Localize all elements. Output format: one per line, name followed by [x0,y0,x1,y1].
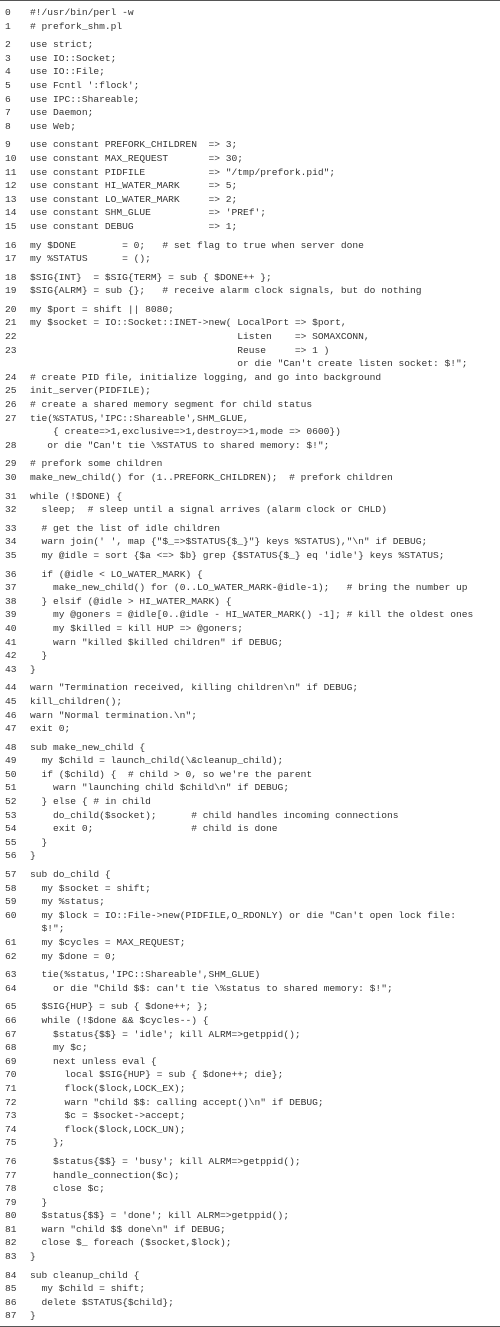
line-number: 58 [5,882,17,894]
code-text: my $socket = IO::Socket::INET->new( LocalPort => $port, [30,317,347,329]
line-number: 23 [5,344,17,356]
code-text: } [30,1251,36,1263]
code-text: $c = $socket->accept; [30,1110,186,1122]
code-line [0,836,500,850]
line-number: 34 [5,536,17,548]
code-text: my $port = shift || 8080; [30,303,174,315]
line-number: 78 [5,1183,17,1195]
code-line [0,1096,500,1110]
code-text: use constant MAX_REQUEST => 30; [30,152,244,164]
code-text: { create=>1,exclusive=>1,destroy=>1,mode => 0600}) [30,426,341,438]
code-text: sleep; # sleep until a signal arrives (alarm clock or CHLD) [30,504,387,516]
code-line [0,106,500,120]
code-line [0,412,500,426]
code-line [0,1136,500,1150]
code-text: my $DONE = 0; # set flag to true when server done [30,239,364,251]
code-text: my $killed = kill HUP => @goners; [30,622,244,634]
code-line [0,695,500,709]
code-line [0,741,500,755]
line-number: 47 [5,723,17,735]
line-number: 32 [5,504,17,516]
line-number: 14 [5,207,17,219]
code-line [0,909,500,923]
code-text: } [30,663,36,675]
line-number: 54 [5,823,17,835]
line-number: 61 [5,937,17,948]
code-text: warn join(' ', map {"$_=>$STATUS{$_}"} keys %STATUS),"\n" if DEBUG; [30,536,428,548]
code-text: handle_connection($c); [30,1169,180,1181]
code-line [0,636,500,650]
line-number: 44 [5,682,17,694]
line-number: 15 [5,220,17,232]
code-text: use constant PREFORK_CHILDREN => 3; [30,139,238,151]
line-number: 20 [5,303,17,315]
code-line [0,1055,500,1069]
code-line [0,284,500,298]
line-number: 2 [5,39,11,51]
code-text: use IO::Socket; [30,52,117,64]
line-number: 43 [5,663,17,675]
line-number: 4 [5,66,11,78]
line-number: 63 [5,969,17,981]
code-line [0,330,500,344]
code-line [0,6,500,20]
code-line [0,120,500,134]
code-line [0,457,500,471]
code-text: warn "child $$: calling accept()\n" if DEBUG; [30,1096,324,1108]
line-number: 45 [5,695,17,707]
line-number: 38 [5,595,17,607]
code-text: if ($child) { # child > 0, so we're the parent [30,768,313,780]
code-line [0,179,500,193]
code-text: $status{$$} = 'done'; kill ALRM=>getppid(); [30,1210,290,1222]
code-text: $SIG{INT} = $SIG{TERM} = sub { $DONE++ }; [30,271,272,283]
code-line [0,316,500,330]
code-text: # prefork some children [30,458,163,470]
code-line [0,1068,500,1082]
code-line [0,503,500,517]
line-number: 53 [5,809,17,821]
code-line [0,206,500,220]
line-number: 74 [5,1123,17,1135]
code-line [0,795,500,809]
line-number: 46 [5,709,17,721]
code-line [0,936,500,950]
code-text: } [30,850,36,862]
code-text: warn "Normal termination.\n"; [30,709,197,721]
code-text: my $c; [30,1042,88,1054]
code-text: my $lock = IO::File->new(PIDFILE,O_RDONLY) or die "Can't open lock file: [30,909,457,921]
code-text: my $child = launch_child(\&cleanup_child); [30,755,284,767]
line-number: 85 [5,1283,17,1295]
line-number: 48 [5,741,17,753]
code-line [0,581,500,595]
code-line [0,1296,500,1310]
line-number: 50 [5,768,17,780]
code-text: warn "child $$ done\n" if DEBUG; [30,1223,226,1235]
code-line [0,271,500,285]
code-line [0,895,500,909]
line-number: 73 [5,1110,17,1122]
line-number: 6 [5,93,11,105]
code-text: my $cycles = MAX_REQUEST; [30,937,186,948]
code-text: or die "Can't tie \%STATUS to shared memory: $!"; [30,439,330,451]
code-line [0,371,500,385]
code-line [0,722,500,736]
code-text: $!"; [30,923,65,935]
line-number: 75 [5,1137,17,1149]
line-number: 76 [5,1155,17,1167]
code-line [0,1209,500,1223]
line-number: 57 [5,869,17,881]
code-text: } [30,1310,36,1322]
code-line [0,252,500,266]
code-text: sub cleanup_child { [30,1269,140,1281]
line-number: 80 [5,1210,17,1222]
code-line [0,1155,500,1169]
code-text: $SIG{HUP} = sub { $done++; }; [30,1001,209,1013]
line-number: 49 [5,755,17,767]
code-text: Reuse => 1 ) [30,344,330,356]
code-text: sub do_child { [30,869,111,881]
code-line [0,754,500,768]
code-text: make_new_child() for (0..LO_WATER_MARK-@idle-1); # bring the number up [30,582,468,594]
code-line [0,522,500,536]
code-line [0,1041,500,1055]
code-line [0,663,500,677]
code-line [0,681,500,695]
line-number: 69 [5,1055,17,1067]
code-line [0,166,500,180]
line-number: 41 [5,636,17,648]
code-text: use constant SHM_GLUE => 'PREf'; [30,207,267,219]
line-number: 87 [5,1310,17,1322]
code-text: warn "launching child $child\n" if DEBUG; [30,782,290,794]
line-number: 25 [5,385,17,397]
code-line [0,1223,500,1237]
line-number: 67 [5,1028,17,1040]
code-line [0,1269,500,1283]
line-number: 36 [5,568,17,580]
code-line [0,768,500,782]
code-line [0,968,500,982]
code-line [0,357,500,371]
line-number: 7 [5,107,11,119]
code-text: my %STATUS = (); [30,253,151,265]
line-number: 19 [5,285,17,297]
code-line [0,1182,500,1196]
code-line [0,398,500,412]
line-number: 13 [5,193,17,205]
code-line [0,1236,500,1250]
line-number: 1 [5,20,11,32]
code-line [0,52,500,66]
code-line [0,65,500,79]
code-line [0,425,500,439]
code-line [0,1196,500,1210]
line-number: 31 [5,490,17,502]
line-number: 70 [5,1069,17,1081]
code-line [0,1109,500,1123]
code-line [0,608,500,622]
line-number: 24 [5,371,17,383]
code-line [0,220,500,234]
code-line [0,490,500,504]
code-text: flock($lock,LOCK_EX); [30,1082,186,1094]
code-line [0,93,500,107]
code-text: my %status; [30,896,105,908]
code-text: exit 0; # child is done [30,823,278,835]
line-number: 65 [5,1001,17,1013]
code-text: # get the list of idle children [30,522,220,534]
code-text: warn "killed $killed children" if DEBUG; [30,636,284,648]
code-text: # prefork_shm.pl [30,20,123,32]
code-text: exit 0; [30,723,71,735]
code-line [0,922,500,936]
code-text: } [30,1196,48,1208]
code-line [0,849,500,863]
line-number: 11 [5,166,17,178]
code-text: use constant DEBUG => 1; [30,220,238,232]
code-line [0,193,500,207]
code-text: init_server(PIDFILE); [30,385,151,397]
code-line [0,439,500,453]
code-text: use IO::File; [30,66,105,78]
line-number: 18 [5,271,17,283]
code-text: }; [30,1137,65,1149]
code-line [0,868,500,882]
code-text: #!/usr/bin/perl -w [30,7,134,18]
code-text: local $SIG{HUP} = sub { $done++; die}; [30,1069,284,1081]
code-line [0,1014,500,1028]
code-line [0,982,500,996]
code-text: $status{$$} = 'busy'; kill ALRM=>getppid(); [30,1155,301,1167]
line-number: 51 [5,782,17,794]
code-text: warn "Termination received, killing children\n" if DEBUG; [30,682,359,694]
code-line [0,950,500,964]
code-text: use Web; [30,120,77,132]
line-number: 40 [5,622,17,634]
line-number: 10 [5,152,17,164]
code-text: my $child = shift; [30,1283,146,1295]
line-number: 35 [5,549,17,561]
line-number: 27 [5,412,17,424]
code-text: $status{$$} = 'idle'; kill ALRM=>getppid(); [30,1028,301,1040]
code-text: while (!$DONE) { [30,490,123,502]
code-text: Listen => SOMAXCONN, [30,331,370,343]
code-text: or die "Can't create listen socket: $!"; [30,358,468,370]
line-number: 0 [5,7,11,18]
code-line [0,882,500,896]
line-number: 42 [5,650,17,662]
code-line [0,595,500,609]
line-number: 77 [5,1169,17,1181]
code-text: my @goners = @idle[0..@idle - HI_WATER_MARK() -1]; # kill the oldest ones [30,609,474,621]
code-text: my @idle = sort {$a <=> $b} grep {$STATUS{$_} eq 'idle'} keys %STATUS; [30,549,445,561]
code-text: use Daemon; [30,107,94,119]
code-text: close $_ foreach ($socket,$lock); [30,1237,232,1249]
line-number: 39 [5,609,17,621]
code-text: or die "Child $$: can't tie \%status to shared memory: $!"; [30,982,393,994]
code-text: next unless eval { [30,1055,157,1067]
code-line [0,1082,500,1096]
line-number: 68 [5,1042,17,1054]
code-text: my $socket = shift; [30,882,151,894]
line-number: 62 [5,950,17,962]
code-line [0,1309,500,1323]
line-number: 71 [5,1082,17,1094]
code-line [0,20,500,34]
code-line [0,622,500,636]
code-text: } else { # in child [30,796,151,808]
code-line [0,384,500,398]
code-text: use IPC::Shareable; [30,93,140,105]
code-text: flock($lock,LOCK_UN); [30,1123,186,1135]
line-number: 52 [5,796,17,808]
code-text: use constant LO_WATER_MARK => 2; [30,193,238,205]
line-number: 3 [5,52,11,64]
line-number: 55 [5,836,17,848]
code-line [0,239,500,253]
line-number: 17 [5,253,17,265]
line-number: 12 [5,180,17,192]
code-text: # create a shared memory segment for child status [30,399,313,411]
line-number: 21 [5,317,17,329]
code-text: if (@idle < LO_WATER_MARK) { [30,568,203,580]
code-line [0,1028,500,1042]
code-line [0,809,500,823]
code-text: make_new_child() for (1..PREFORK_CHILDREN); # prefork children [30,472,393,483]
code-text: } [30,650,48,662]
code-text: while (!$done && $cycles--) { [30,1014,209,1026]
code-text: tie(%status,'IPC::Shareable',SHM_GLUE) [30,969,261,981]
code-line [0,138,500,152]
code-line [0,1250,500,1264]
line-number: 83 [5,1251,17,1263]
code-line [0,79,500,93]
line-number: 86 [5,1296,17,1308]
line-number: 84 [5,1269,17,1281]
code-text: use strict; [30,39,94,51]
line-number: 30 [5,472,17,483]
code-line [0,152,500,166]
code-line [0,471,500,485]
line-number: 29 [5,458,17,470]
code-line [0,1169,500,1183]
code-line [0,709,500,723]
code-text: close $c; [30,1183,105,1195]
code-text: use Fcntl ':flock'; [30,79,140,91]
code-line [0,1282,500,1296]
line-number: 64 [5,982,17,994]
code-text: do_child($socket); # child handles incoming connections [30,809,399,821]
code-text: use constant HI_WATER_MARK => 5; [30,180,238,192]
line-number: 28 [5,439,17,451]
code-text: use constant PIDFILE => "/tmp/prefork.pid"; [30,166,336,178]
code-line [0,549,500,563]
line-number: 37 [5,582,17,594]
line-number: 59 [5,896,17,908]
code-line [0,303,500,317]
line-number: 16 [5,239,17,251]
line-number: 81 [5,1223,17,1235]
line-number: 5 [5,79,11,91]
line-number: 66 [5,1014,17,1026]
code-line [0,344,500,358]
code-line [0,649,500,663]
line-number: 72 [5,1096,17,1108]
line-number: 9 [5,139,11,151]
code-text: tie(%STATUS,'IPC::Shareable',SHM_GLUE, [30,412,249,424]
code-line [0,535,500,549]
code-line [0,568,500,582]
code-text: delete $STATUS{$child}; [30,1296,174,1308]
code-line [0,822,500,836]
line-number: 60 [5,909,17,921]
code-line [0,781,500,795]
code-line [0,1000,500,1014]
code-line [0,1123,500,1137]
code-text: kill_children(); [30,695,123,707]
line-number: 82 [5,1237,17,1249]
line-number: 56 [5,850,17,862]
line-number: 26 [5,399,17,411]
code-text: # create PID file, initialize logging, and go into background [30,371,382,383]
code-text: $SIG{ALRM} = sub {}; # receive alarm clock signals, but do nothing [30,285,422,297]
code-line [0,38,500,52]
line-number: 33 [5,522,17,534]
code-text: } [30,836,48,848]
code-text: sub make_new_child { [30,741,146,753]
line-number: 79 [5,1196,17,1208]
line-number: 8 [5,120,11,132]
line-number: 22 [5,331,17,343]
code-text: } elsif (@idle > HI_WATER_MARK) { [30,595,232,607]
code-text: my $done = 0; [30,950,117,962]
